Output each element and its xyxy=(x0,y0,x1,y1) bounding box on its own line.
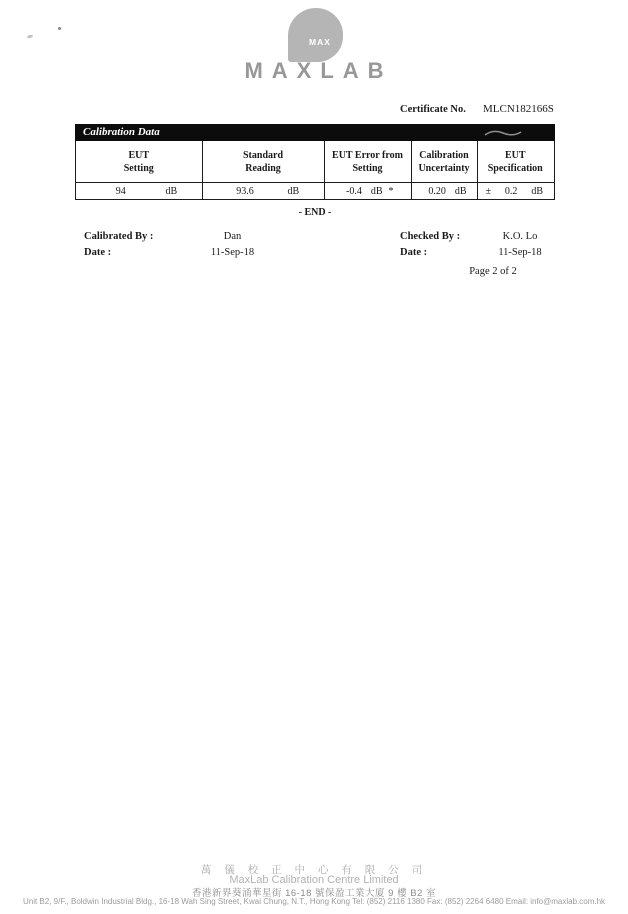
cell-eut-error: -0.4 dB * xyxy=(325,183,412,199)
footer-company-name-zh: 萬 儀 校 正 中 心 有 限 公 司 xyxy=(200,864,428,876)
maxlab-wordmark: MAXLAB xyxy=(244,58,393,83)
footer-company-name-en: MaxLab Calibration Centre Limited xyxy=(229,874,399,886)
calibrated-by-value: Dan xyxy=(223,231,242,242)
cell-standard-reading: 93.6 dB xyxy=(203,183,325,199)
column-header-eut-setting: EUT Setting xyxy=(76,141,203,182)
maxlab-balloon-logo-icon xyxy=(288,8,343,62)
checked-by-label: Checked By : xyxy=(400,231,461,242)
calibrated-date-value: 11-Sep-18 xyxy=(210,247,255,258)
certificate-no-label: Certificate No. xyxy=(400,104,466,115)
column-header-calibration-uncertainty: Calibration Uncertainty xyxy=(412,141,478,182)
certificate-no-value: MLCN182166S xyxy=(483,103,554,115)
table-data-row xyxy=(75,183,555,200)
calibrated-by-label: Calibrated By : xyxy=(84,231,154,242)
footer-address-en: Unit B2, 9/F., Boldwin Industrial Bldg., 16-18 Wah Sing Street, Kwai Chung, N.T., Hong Kong Tel: (852) 2116 1380 Fax: (852) 2264 6480 Email: info@maxlab.com.hk xyxy=(22,897,606,906)
cell-eut-setting: 94 dB xyxy=(76,183,203,199)
checked-by-value: K.O. Lo xyxy=(502,231,538,242)
scan-speck-icon xyxy=(58,27,61,30)
table-title-bar xyxy=(75,124,555,141)
logo-max-text: MAX xyxy=(309,37,331,47)
column-header-eut-specification: EUT Specification xyxy=(487,149,543,174)
checked-date-value: 11-Sep-18 xyxy=(498,247,542,258)
cell-uncertainty: 0.20 dB xyxy=(412,183,478,199)
scan-scratch-icon xyxy=(483,127,523,139)
column-header-eut-error: EUT Error from Setting xyxy=(325,141,412,182)
table-header-row xyxy=(75,141,555,183)
table-title: Calibration Data xyxy=(83,126,160,138)
page-number: Page 2 of 2 xyxy=(469,266,517,277)
end-marker: - END - xyxy=(298,207,332,218)
column-header-standard-reading: Standard Reading xyxy=(203,141,325,182)
footer-address-zh: 香港新界葵涌華星街 16-18 號保盈工業大廈 9 樓 B2 室 xyxy=(191,888,437,899)
checked-date-label: Date : xyxy=(400,247,428,258)
calibrated-date-label: Date : xyxy=(84,247,112,258)
scan-speck-icon xyxy=(27,34,34,38)
cell-specification: ± 0.2 dB xyxy=(485,186,543,197)
calibration-data-table xyxy=(75,124,555,200)
